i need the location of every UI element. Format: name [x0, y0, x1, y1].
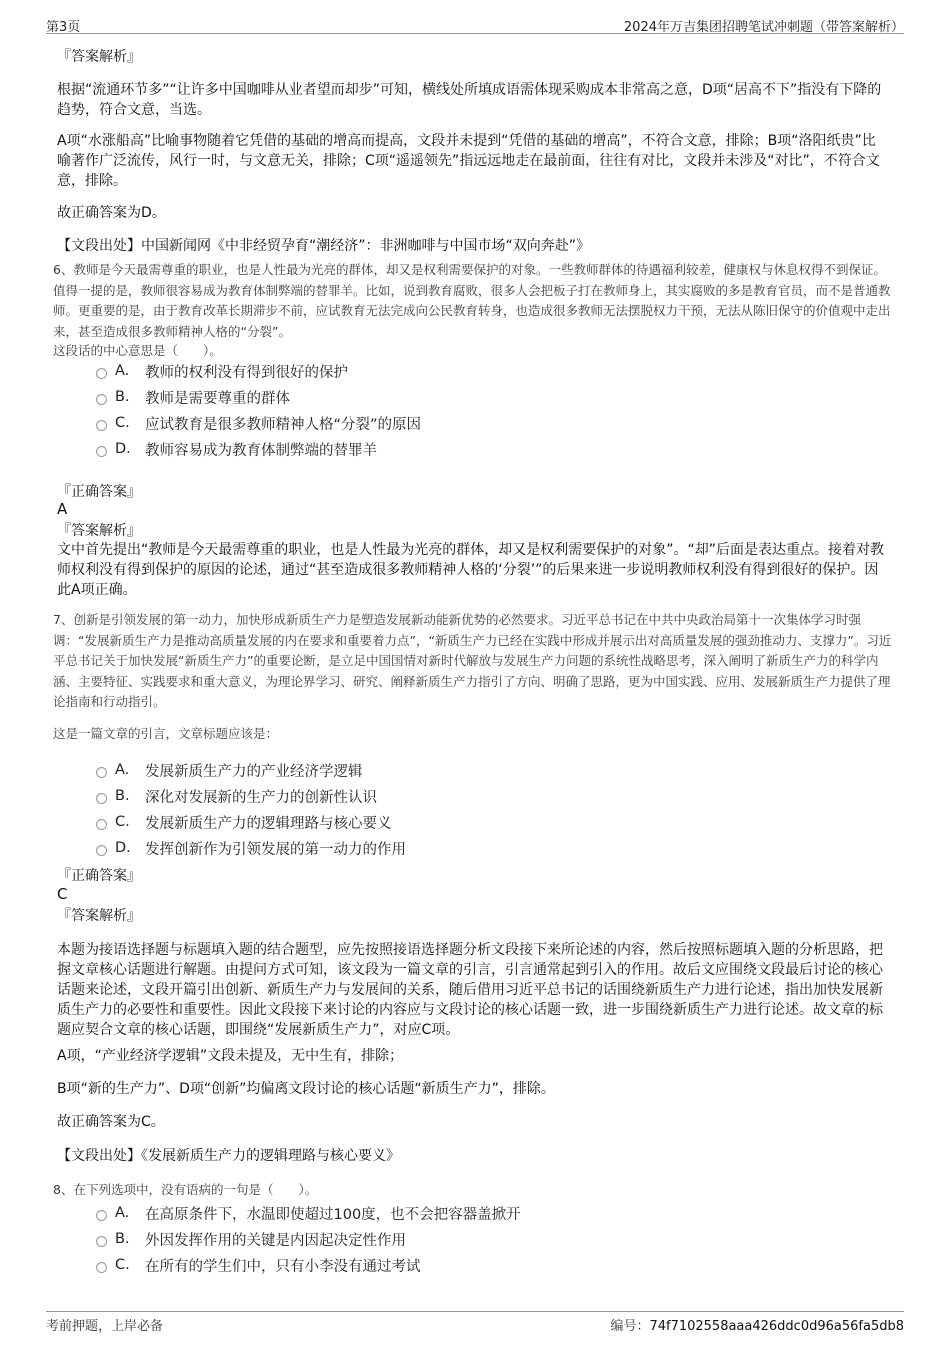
- q7-option-d[interactable]: D. 发挥创新作为引领发展的第一动力的作用: [96, 835, 696, 861]
- page-header: [46, 14, 904, 34]
- q7-stem: 7、创新是引领发展的第一动力，加快形成新质生产力是塑造发展新动能新优势的必然要求。习近平总书记在中共中央政治局第十一次集体学习时强调：“发展新质生产力是推动高质量发展的内在要求和重要着力点”，“新质生产力已经在实践中形成并展示出对高质量发展的强劲推动力、支撑力”。习近平总书记关于加快发展“新质生产力”的重要论断，是立足中国国情对新时代解放与发展生产力问题的系统性战略思考，深入阐明了新质生产力的科学内涵、主要特征、实践要求和重大意义，为理论界学习、研究、阐释新质生产力指引了方向、明确了思路，更为中国实践、应用、发展新质生产力提供了理论指南和行动指引。: [53, 612, 892, 709]
- radio-button-icon[interactable]: [96, 1262, 107, 1273]
- document-id-label: 编号：: [610, 1319, 650, 1334]
- page-number: 第3页: [46, 20, 81, 35]
- q6-prompt: 这段话的中心意思是（ ）。: [53, 343, 222, 358]
- q7-option-a[interactable]: A. 发展新质生产力的产业经济学逻辑: [96, 757, 696, 783]
- document-title: 2024年万吉集团招聘笔试冲刺题（带答案解析）: [623, 20, 904, 35]
- q6-correct-answer: A: [57, 500, 68, 518]
- q7-options: [96, 757, 696, 861]
- q8-options: [96, 1200, 696, 1278]
- radio-button-icon[interactable]: [96, 845, 107, 856]
- q6-option-a[interactable]: A. 教师的权利没有得到很好的保护: [96, 358, 696, 384]
- q6-options: [96, 358, 696, 462]
- radio-button-icon[interactable]: [96, 767, 107, 778]
- q6-analysis: 文中首先提出“教师是今天最需尊重的职业，也是人性最为光亮的群体，却又是权利需要保护的对象”。“却”后面是表达重点。接着对教师权利没有得到保护的原因的论述，通过“甚至造成很多教师精神人格的‘分裂’”的后果来进一步说明教师权利没有得到很好的保护。因此A项正确。: [57, 542, 885, 598]
- q5-conclusion: 故正确答案为D。: [57, 205, 166, 221]
- q5-analysis-para2: A项“水涨船高”比喻事物随着它凭借的基础的增高而提高，文段并未提到“凭借的基础的增高”，不符合文意，排除；B项“洛阳纸贵”比喻著作广泛流传，风行一时，与文意无关，排除；C项“遥遥领先”指远远地走在最前面，往往有对比，文段并未涉及“对比”，不符合文意，排除。: [57, 133, 880, 189]
- q8-stem: 8、在下列选项中，没有语病的一句是（ ）。: [53, 1182, 318, 1197]
- q7-exclude-a: A项，“产业经济学逻辑”文段未提及，无中生有，排除；: [57, 1048, 404, 1064]
- radio-button-icon[interactable]: [96, 793, 107, 804]
- q6-option-c[interactable]: C. 应试教育是很多教师精神人格“分裂”的原因: [96, 410, 696, 436]
- q6-analysis-heading: 『答案解析』: [57, 523, 141, 539]
- radio-button-icon[interactable]: [96, 1210, 107, 1221]
- q7-exclude-bd: B项“新的生产力”、D项“创新”均偏离文段讨论的核心话题“新质生产力”，排除。: [57, 1081, 555, 1097]
- q5-source: 【文段出处】中国新闻网《中非经贸孕育“潮经济”：非洲咖啡与中国市场“双向奔赴”》: [57, 238, 591, 254]
- document-id-value: 74f7102558aaa426ddc0d96a56fa5db8: [649, 1319, 904, 1334]
- q7-correct-heading: 『正确答案』: [57, 868, 141, 884]
- q8-option-a[interactable]: A. 在高原条件下，水温即使超过100度，也不会把容器盖掀开: [96, 1200, 696, 1226]
- q8-option-c[interactable]: C. 在所有的学生们中，只有小李没有通过考试: [96, 1252, 696, 1278]
- radio-button-icon[interactable]: [96, 446, 107, 457]
- q7-analysis-heading: 『答案解析』: [57, 908, 141, 924]
- radio-button-icon[interactable]: [96, 1236, 107, 1247]
- q5-analysis-heading: 『答案解析』: [57, 49, 141, 65]
- q7-option-c[interactable]: C. 发展新质生产力的逻辑理路与核心要义: [96, 809, 696, 835]
- q8-option-b[interactable]: B. 外因发挥作用的关键是内因起决定性作用: [96, 1226, 696, 1252]
- q7-analysis: 本题为接语选择题与标题填入题的结合题型，应先按照接语选择题分析文段接下来所论述的内容，然后按照标题填入题的分析思路，把握文章核心话题进行解题。由提问方式可知，该文段为一篇文章的引言，引言通常起到引入的作用。故后文应围绕文段最后讨论的核心话题来论述，文段开篇引出创新、新质生产力与发展间的关系，随后借用习近平总书记的话围绕新质生产力进行论述，指出加快发展新质生产力的必要性和重要性。因此文段接下来讨论的内容应与文段讨论的核心话题一致，进一步围绕新质生产力进行论述。故文章的标题应契合文章的核心话题，即围绕“发展新质生产力”，对应C项。: [57, 942, 883, 1038]
- q7-conclusion: 故正确答案为C。: [57, 1114, 165, 1130]
- q6-correct-heading: 『正确答案』: [57, 484, 141, 500]
- radio-button-icon[interactable]: [96, 819, 107, 830]
- q7-source: 【文段出处】《发展新质生产力的逻辑理路与核心要义》: [57, 1148, 400, 1164]
- q6-stem: 6、教师是今天最需尊重的职业，也是人性最为光亮的群体，却又是权利需要保护的对象。一些教师群体的待遇福利较差，健康权与休息权得不到保证。值得一提的是，教师很容易成为教育体制弊端的替罪羊。比如，说到教育腐败，很多人会把板子打在教师身上，其实腐败的多是教育官员，而不是普通教师。更重要的是，由于教育改革长期滞步不前，应试教育无法完成向公民教育转身，也造成很多教师无法摆脱权力干预，无法从陈旧保守的价值观中走出来，甚至造成很多教师精神人格的“分裂”。: [53, 262, 891, 339]
- q5-analysis-para1: 根据“流通环节多”“让许多中国咖啡从业者望而却步”可知，横线处所填成语需体现采购成本非常高之意，D项“居高不下”指没有下降的趋势，符合文意，当选。: [57, 82, 882, 118]
- page-footer: [46, 1311, 904, 1333]
- footer-slogan: 考前押题，上岸必备: [46, 1319, 164, 1334]
- q6-option-d[interactable]: D. 教师容易成为教育体制弊端的替罪羊: [96, 436, 696, 462]
- radio-button-icon[interactable]: [96, 368, 107, 379]
- radio-button-icon[interactable]: [96, 394, 107, 405]
- document-id: [610, 1315, 904, 1334]
- q6-option-b[interactable]: B. 教师是需要尊重的群体: [96, 384, 696, 410]
- q7-prompt: 这是一篇文章的引言，文章标题应该是：: [53, 726, 279, 741]
- radio-button-icon[interactable]: [96, 420, 107, 431]
- q7-correct-answer: C: [57, 885, 68, 903]
- q7-option-b[interactable]: B. 深化对发展新的生产力的创新性认识: [96, 783, 696, 809]
